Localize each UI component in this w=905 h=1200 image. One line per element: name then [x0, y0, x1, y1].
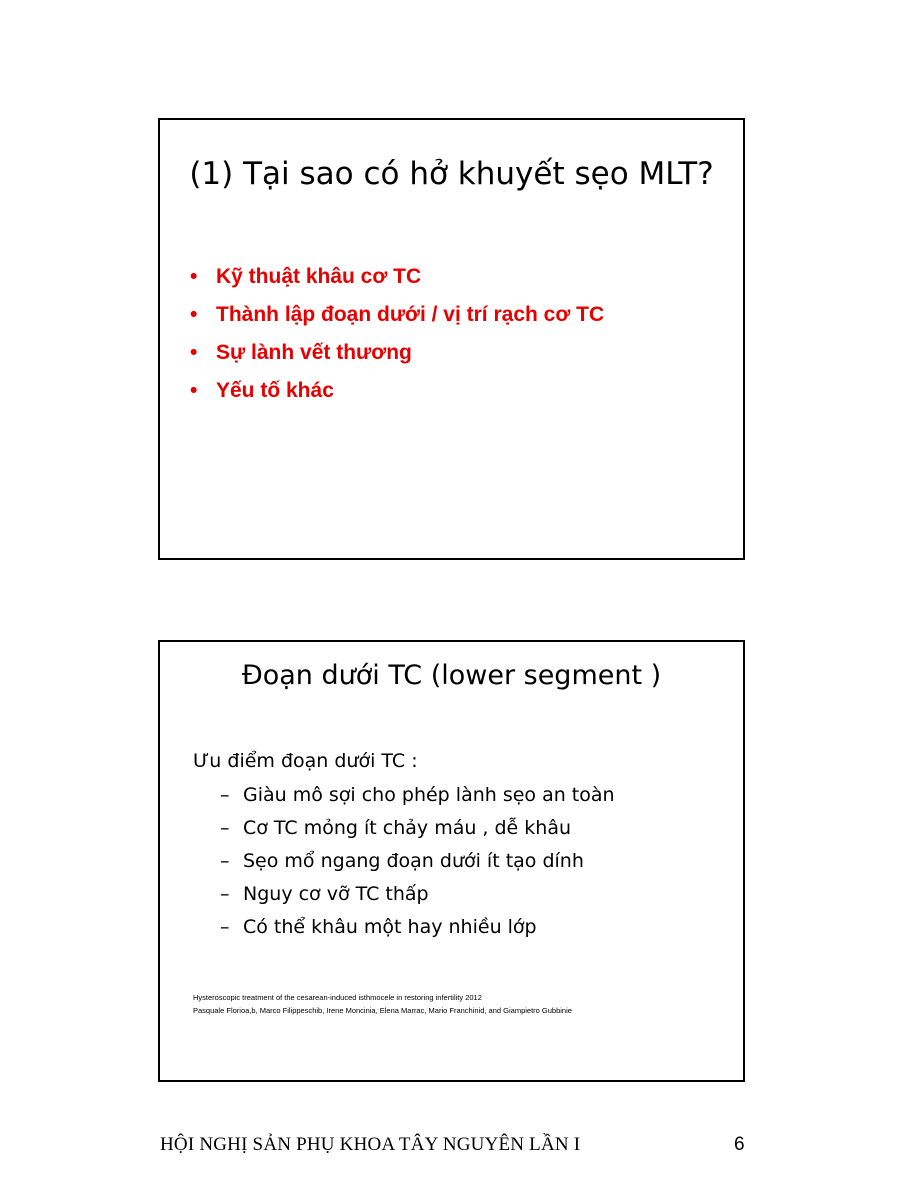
dash-icon: –	[220, 883, 230, 905]
bullet-icon: •	[190, 379, 198, 402]
dash-icon: –	[220, 916, 230, 938]
bullet-item: • Thành lập đoạn dưới / vị trí rạch cơ TC	[190, 296, 604, 334]
slide-1-title: (1) Tại sao có hở khuyết sẹo MLT?	[189, 156, 714, 192]
dash-item: – Giàu mô sợi cho phép lành sẹo an toàn	[220, 779, 615, 812]
dash-icon: –	[220, 784, 230, 806]
reference-line: Hysteroscopic treatment of the cesarean-induced isthmocele in restoring infertility 2012	[193, 993, 482, 1002]
dash-icon: –	[220, 850, 230, 872]
slide-2-dash-list	[220, 779, 615, 944]
slide-2-intro: Ưu điểm đoạn dưới TC :	[193, 750, 418, 772]
dash-item: – Cơ TC mỏng ít chảy máu , dễ khâu	[220, 812, 615, 845]
slide-1	[158, 118, 745, 560]
bullet-icon: •	[190, 341, 198, 364]
bullet-icon: •	[190, 265, 198, 288]
slide-1-bullet-list	[190, 258, 604, 410]
reference-line: Pasquale Florioa,b, Marco Filippeschib, Irene Moncinia, Elena Marrac, Mario Franchinid, and Giampietro Gubbinie	[193, 1006, 572, 1015]
slide-2-title: Đoạn dưới TC (lower segment )	[241, 660, 662, 691]
bullet-item: • Yếu tố khác	[190, 372, 604, 410]
footer-conference-title: HỘI NGHỊ SẢN PHỤ KHOA TÂY NGUYÊN LẦN I	[160, 1134, 581, 1155]
dash-item: – Nguy cơ vỡ TC thấp	[220, 878, 615, 911]
page-number: 6	[734, 1134, 745, 1155]
dash-item: – Sẹo mổ ngang đoạn dưới ít tạo dính	[220, 845, 615, 878]
bullet-item: • Sự lành vết thương	[190, 334, 604, 372]
dash-icon: –	[220, 817, 230, 839]
reference-citation	[193, 991, 572, 1017]
dash-item: – Có thể khâu một hay nhiều lớp	[220, 911, 615, 944]
slide-2	[158, 640, 745, 1082]
bullet-item: • Kỹ thuật khâu cơ TC	[190, 258, 604, 296]
bullet-icon: •	[190, 303, 198, 326]
